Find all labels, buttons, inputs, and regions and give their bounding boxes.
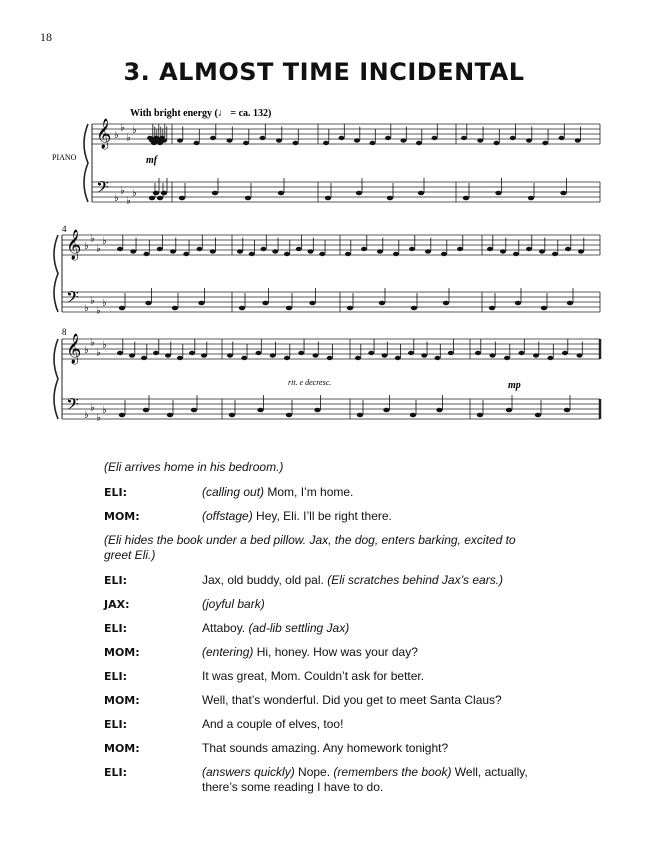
note-head <box>377 249 383 253</box>
speech-segment: Nope. <box>294 765 334 779</box>
speech-segment: It was great, Mom. Couldn’t ask for better. <box>202 669 425 683</box>
note-head <box>457 247 463 251</box>
flat-sign: ♭ <box>84 410 89 421</box>
speech-segment: Attaboy. <box>202 621 249 635</box>
speech-text <box>202 669 544 684</box>
note-head <box>339 136 345 140</box>
note-head <box>489 306 495 311</box>
note-head <box>487 247 493 251</box>
note-head <box>368 351 374 355</box>
note-head <box>495 191 501 196</box>
note-head <box>564 408 570 413</box>
flat-sign: ♭ <box>96 243 101 255</box>
speaker-name: MOM: <box>104 646 140 659</box>
page-title: 3. ALMOST TIME INCIDENTAL <box>123 58 525 86</box>
note-head <box>210 249 216 253</box>
note-head <box>475 351 481 355</box>
note-head <box>117 351 123 355</box>
note-head <box>560 191 566 196</box>
speech-text <box>202 645 544 660</box>
note-head <box>249 252 255 256</box>
note-head <box>260 136 266 140</box>
note-head <box>170 249 176 253</box>
note-head <box>421 353 427 357</box>
flat-sign: ♭ <box>114 193 119 204</box>
note-head <box>143 408 149 413</box>
note-head <box>567 301 573 306</box>
speaker-name: ELI: <box>104 766 128 779</box>
expression-marking: rit. e decresc. <box>288 378 332 387</box>
note-head <box>443 301 449 306</box>
speaker-name: ELI: <box>104 718 128 731</box>
flat-sign: ♭ <box>120 122 125 134</box>
speech-segment: Well, that’s wonderful. Did you get to meet Santa Claus? <box>202 693 502 707</box>
note-head <box>408 351 414 355</box>
note-head <box>153 191 159 196</box>
note-head <box>286 413 292 418</box>
measure-number: 4 <box>62 224 67 234</box>
note-head <box>490 353 496 357</box>
speech-text <box>202 741 544 756</box>
script-dialogue <box>104 460 544 804</box>
note-head <box>519 351 525 355</box>
note-head <box>327 356 333 360</box>
speech-text <box>202 621 544 636</box>
note-head <box>117 247 123 251</box>
note-head <box>245 196 251 201</box>
note-head <box>510 136 516 140</box>
note-head <box>393 252 399 256</box>
parenthetical: (calling out) <box>202 485 265 499</box>
note-head <box>191 408 197 413</box>
note-head <box>210 136 216 140</box>
note-head <box>243 141 249 145</box>
note-head <box>239 306 245 311</box>
speech-text <box>202 485 544 500</box>
flat-sign: ♭ <box>84 303 89 314</box>
note-head <box>145 301 151 306</box>
flat-sign: ♭ <box>126 132 131 144</box>
note-head <box>477 413 483 418</box>
note-head <box>409 247 415 251</box>
speaker-name: MOM: <box>104 742 140 755</box>
note-head <box>194 141 200 145</box>
note-head <box>461 136 467 140</box>
bass-clef: 𝄢 <box>66 287 79 311</box>
note-head <box>325 196 331 201</box>
dialogue-line <box>104 717 544 732</box>
measure-number: 8 <box>62 327 67 337</box>
speech-segment: Hi, honey. How was your day? <box>253 645 418 659</box>
note-head <box>227 138 233 142</box>
note-head <box>165 353 171 357</box>
note-head <box>370 141 376 145</box>
treble-clef: 𝄞 <box>66 230 82 260</box>
parenthetical: (offstage) <box>202 509 253 523</box>
dynamic-marking: mp <box>508 380 521 391</box>
flat-sign: ♭ <box>126 195 131 207</box>
note-head <box>418 191 424 196</box>
note-head <box>506 408 512 413</box>
note-head <box>494 141 500 145</box>
note-head <box>542 141 548 145</box>
note-head <box>435 356 441 360</box>
note-head <box>526 138 532 142</box>
note-head <box>179 196 185 201</box>
note-head <box>416 141 422 145</box>
note-head <box>539 249 545 253</box>
note-head <box>227 353 233 357</box>
note-head <box>533 353 539 357</box>
note-head <box>119 413 125 418</box>
dynamic-marking: mf <box>146 155 158 166</box>
note-head <box>141 356 147 360</box>
parenthetical: (joyful bark) <box>202 597 265 611</box>
speaker-name: MOM: <box>104 694 140 707</box>
dialogue-line <box>104 509 544 524</box>
note-head <box>313 353 319 357</box>
note-head <box>355 356 361 360</box>
note-head <box>578 249 584 253</box>
flat-sign: ♭ <box>84 241 89 252</box>
dialogue-line <box>104 573 544 588</box>
note-head <box>319 252 325 256</box>
note-head <box>548 356 554 360</box>
speaker-name: ELI: <box>104 486 128 499</box>
note-head <box>229 413 235 418</box>
note-head <box>177 356 183 360</box>
note-head <box>272 249 278 253</box>
dialogue-line <box>104 485 544 500</box>
flat-sign: ♭ <box>96 412 101 424</box>
parenthetical: (entering) <box>202 645 254 659</box>
note-head <box>565 247 571 251</box>
note-head <box>504 356 510 360</box>
note-head <box>298 351 304 355</box>
flat-sign: ♭ <box>96 347 101 359</box>
brace <box>54 339 58 419</box>
speech-segment: Mom, I’m home. <box>264 485 354 499</box>
note-head <box>241 356 247 360</box>
note-head <box>198 301 204 306</box>
speech-segment: And a couple of elves, too! <box>202 717 344 731</box>
parenthetical: (answers quickly) <box>202 765 295 779</box>
parenthetical: (ad-lib settling Jax) <box>248 621 350 635</box>
note-head <box>411 306 417 311</box>
note-head <box>436 408 442 413</box>
speech-text <box>202 717 544 732</box>
note-head <box>541 306 547 311</box>
note-head <box>119 306 125 311</box>
note-head <box>432 136 438 140</box>
note-head <box>385 136 391 140</box>
speech-segment: Hey, Eli. I’ll be right there. <box>252 509 392 523</box>
note-head <box>323 141 329 145</box>
flat-sign: ♭ <box>132 125 137 136</box>
note-head <box>261 247 267 251</box>
brace <box>84 124 88 202</box>
speech-segment: Jax, old buddy, old pal. <box>202 573 328 587</box>
bass-clef: 𝄢 <box>66 394 79 418</box>
note-head <box>256 351 262 355</box>
speech-text <box>202 573 544 588</box>
treble-clef: 𝄞 <box>96 119 112 149</box>
note-head <box>535 413 541 418</box>
note-head <box>379 301 385 306</box>
flat-sign: ♭ <box>102 236 107 247</box>
dialogue-line <box>104 597 544 612</box>
notes <box>117 124 584 417</box>
note-head <box>177 138 183 142</box>
note-head <box>183 252 189 256</box>
parenthetical: (Eli scratches behind Jax’s ears.) <box>327 573 504 587</box>
speech-text <box>202 765 544 795</box>
note-head <box>526 247 532 251</box>
flat-sign: ♭ <box>132 188 137 199</box>
note-head <box>284 356 290 360</box>
note-head <box>559 136 565 140</box>
note-head <box>425 249 431 253</box>
stage-direction: (Eli arrives home in his bedroom.) <box>104 460 284 474</box>
note-head <box>577 353 583 357</box>
note-head <box>308 249 314 253</box>
note-head <box>212 191 218 196</box>
dialogue-line <box>104 741 544 756</box>
tempo-marking: With bright energy (♩ = ca. 132) <box>130 108 272 119</box>
note-head <box>361 247 367 251</box>
note-head <box>354 138 360 142</box>
note-head <box>515 301 521 306</box>
flat-sign: ♭ <box>102 340 107 351</box>
instrument-label: PIANO <box>52 153 77 162</box>
speaker-name: ELI: <box>104 574 128 587</box>
speaker-name: ELI: <box>104 622 128 635</box>
note-head <box>562 351 568 355</box>
note-head <box>410 413 416 418</box>
speech-text <box>202 597 544 612</box>
note-head <box>477 138 483 142</box>
note-head <box>201 353 207 357</box>
speech-segment: Well, actually, there’s some reading I have to do. <box>202 765 528 794</box>
note-head <box>197 247 203 251</box>
flat-sign: ♭ <box>114 130 119 141</box>
note-head <box>237 249 243 253</box>
note-head <box>293 141 299 145</box>
bass-clef: 𝄢 <box>96 177 109 201</box>
note-head <box>167 413 173 418</box>
note-head <box>345 252 351 256</box>
flat-sign: ♭ <box>90 295 95 307</box>
dialogue-line <box>104 645 544 660</box>
speech-text <box>202 509 544 524</box>
note-head <box>309 301 315 306</box>
note-head <box>153 351 159 355</box>
note-head <box>130 249 136 253</box>
note-head <box>270 353 276 357</box>
note-head <box>284 252 290 256</box>
note-head <box>296 247 302 251</box>
note-head <box>441 252 447 256</box>
treble-clef: 𝄞 <box>66 334 82 364</box>
flat-sign: ♭ <box>96 305 101 317</box>
flat-sign: ♭ <box>120 185 125 197</box>
note-head <box>463 196 469 201</box>
dialogue-line <box>104 765 544 795</box>
note-head <box>144 252 150 256</box>
note-head <box>552 252 558 256</box>
note-head <box>575 138 581 142</box>
speaker-name: MOM: <box>104 510 140 523</box>
note-head <box>157 196 163 201</box>
dialogue-line <box>104 669 544 684</box>
speech-segment: That sounds amazing. Any homework tonight? <box>202 741 449 755</box>
note-head <box>528 196 534 201</box>
flat-sign: ♭ <box>90 233 95 245</box>
note-head <box>157 247 163 251</box>
note-head <box>382 353 388 357</box>
dialogue-line <box>104 693 544 708</box>
note-head <box>172 306 178 311</box>
note-head <box>278 191 284 196</box>
note-head <box>448 351 454 355</box>
speaker-name: ELI: <box>104 670 128 683</box>
note-head <box>314 408 320 413</box>
note-head <box>161 138 167 142</box>
note-head <box>347 306 353 311</box>
stage-direction: (Eli hides the book under a bed pillow. Jax, the dog, enters barking, excited to greet Eli.) <box>104 533 516 562</box>
note-head <box>356 191 362 196</box>
dialogue-line <box>104 621 544 636</box>
flat-sign: ♭ <box>102 298 107 309</box>
flat-sign: ♭ <box>84 345 89 356</box>
note-head <box>387 196 393 201</box>
note-head <box>129 353 135 357</box>
note-head <box>286 306 292 311</box>
note-head <box>149 196 155 201</box>
note-head <box>395 356 401 360</box>
note-head <box>189 351 195 355</box>
flat-sign: ♭ <box>90 337 95 349</box>
note-head <box>161 191 167 196</box>
note-head <box>401 138 407 142</box>
speaker-name: JAX: <box>104 598 130 611</box>
page-number: 18 <box>40 30 52 44</box>
note-head <box>357 413 363 418</box>
note-head <box>513 252 519 256</box>
note-head <box>257 408 263 413</box>
speech-text <box>202 693 544 708</box>
note-head <box>383 408 389 413</box>
note-head <box>276 138 282 142</box>
flat-sign: ♭ <box>102 405 107 416</box>
note-head <box>500 249 506 253</box>
parenthetical: (remembers the book) <box>333 765 452 779</box>
brace <box>54 235 58 312</box>
flat-sign: ♭ <box>90 402 95 414</box>
note-head <box>262 301 268 306</box>
